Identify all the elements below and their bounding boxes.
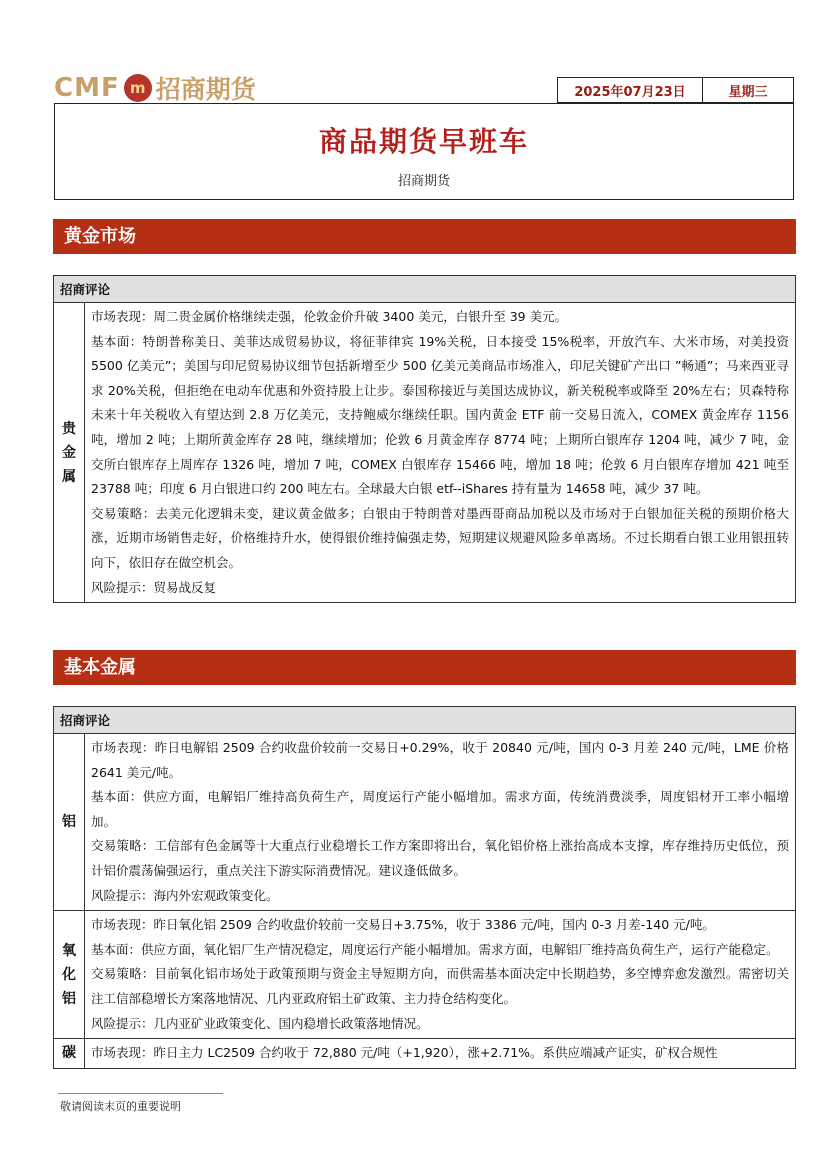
row-body xyxy=(85,303,796,603)
label-char: 氧 xyxy=(62,942,76,959)
label-char: 属 xyxy=(62,468,76,485)
table-row xyxy=(54,911,796,1039)
row-label-precious-metals xyxy=(54,303,85,603)
row-body xyxy=(85,1039,796,1069)
page-subtitle: 招商期货 xyxy=(397,174,450,189)
company-logo xyxy=(54,68,256,108)
row-body xyxy=(85,911,796,1039)
risk-warning-text: 风险提示：贸易战反复 xyxy=(91,579,217,595)
trading-strategy-text: 交易策略：工信部有色金属等十大重点行业稳增长工作方案即将出台，氧化铝价格上涨抬高成本支撑，库存维持历史低位，预计铝价震荡偏强运行，重点关注下游实际消费情况。建议逢低做多。 xyxy=(91,838,789,878)
market-performance-text: 市场表现：昨日主力 LC2509 合约收于 72,880 元/吨（+1,920），涨+2.71%。系供应端减产证实，矿权合规性 xyxy=(91,1045,718,1061)
market-performance-text: 市场表现：周二贵金属价格继续走强，伦敦金价升破 3400 美元，白银升至 39 美元。 xyxy=(91,309,568,324)
label-char: 化 xyxy=(62,966,76,983)
section-bar-base-metals: 基本金属 xyxy=(53,650,796,685)
row-label-aluminum xyxy=(54,734,85,911)
market-performance-text: 市场表现：昨日电解铝 2509 合约收盘价较前一交易日+0.29%，收于 20840 元/吨，国内 0-3 月差 240 元/吨，LME 价格 2641 美元/吨。 xyxy=(91,740,789,780)
label-char: 贵 xyxy=(62,420,76,437)
label-char: 铝 xyxy=(62,814,76,831)
table-row xyxy=(54,1039,796,1069)
table-row xyxy=(54,734,796,911)
title-box xyxy=(54,103,794,200)
risk-warning-text: 风险提示：几内亚矿业政策变化、国内稳增长政策落地情况。 xyxy=(91,1015,429,1031)
report-date: 2025年07月23日 xyxy=(557,77,703,103)
risk-warning-text: 风险提示：海内外宏观政策变化。 xyxy=(91,887,279,903)
fundamentals-text: 基本面：特朗普称美日、美菲达成贸易协议，将征菲律宾 19%关税，日本接受 15%税率，开放汽车、大米市场，对美投资 5500 亿美元”；美国与印尼贸易协议细节包括新增至少 500 亿美元美商品市场准入，印尼关键矿产出口 ”畅通”；马来西亚寻求 20%关税，但拒绝在电动车优惠和外资持股上让步。泰国称接近与美国达成协议，新关税税率或降至 20%左右；贝森特称未来十年关税收入有望达到 2.8 万亿美元，支持鲍威尔继续任职。国内黄金 ETF 前一交易日流入，COMEX 黄金库存 1156 吨，增加 2 吨；上期所黄金库存 28 吨，继续增加；伦敦 6 月黄金库存 8774 吨；上期所白银库存 1204 吨，减少 7 吨，金交所白银库存上周库存 1326 吨，增加 7 吨，COMEX 白银库存 15466 吨，增加 18 吨；伦敦 6 月白银库存增加 421 吨至 23788 吨；印度 6 月白银进口约 200 吨左右。全球最大白银 etf--iShares 持有量为 14658 吨，减少 37 吨。 xyxy=(91,333,789,497)
fundamentals-text: 基本面：供应方面，电解铝厂维持高负荷生产，周度运行产能小幅增加。需求方面，传统消费淡季，周度铝材开工率小幅增加。 xyxy=(91,789,789,829)
label-char: 铝 xyxy=(62,990,76,1007)
table-row xyxy=(54,303,796,603)
report-weekday: 星期三 xyxy=(703,77,794,103)
row-body xyxy=(85,734,796,911)
logo-badge-icon: m xyxy=(124,74,152,102)
label-char: 碳 xyxy=(62,1045,76,1062)
trading-strategy-text: 交易策略：目前氧化铝市场处于政策预期与资金主导短期方向，而供需基本面决定中长期趋势，多空博弈愈发激烈。需密切关注工信部稳增长方案落地情况、几内亚政府铝土矿政策、主力持仓结构变化。 xyxy=(91,966,789,1006)
base-metals-comment-table xyxy=(53,706,796,1069)
label-char: 金 xyxy=(62,444,76,461)
page-title: 商品期货早班车 xyxy=(318,125,529,158)
logo-text-cn: 招商期货 xyxy=(155,75,256,104)
gold-comment-table xyxy=(53,275,796,603)
market-performance-text: 市场表现：昨日氧化铝 2509 合约收盘价较前一交易日+3.75%，收于 3386 元/吨，国内 0-3 月差-140 元/吨。 xyxy=(91,917,715,933)
row-label-alumina xyxy=(54,911,85,1039)
footer-divider xyxy=(58,1093,223,1094)
table-header: 招商评论 xyxy=(54,276,796,303)
row-label-carbonate xyxy=(54,1039,85,1069)
table-header: 招商评论 xyxy=(54,707,796,734)
footer-note: 敬请阅读末页的重要说明 xyxy=(60,1100,181,1113)
logo-text-en: CMF xyxy=(54,73,120,103)
trading-strategy-text: 交易策略：去美元化逻辑未变，建议黄金做多；白银由于特朗普对墨西哥商品加税以及市场对于白银加征关税的预期价格大涨，近期市场销售走好，价格维持升水，使得银价维持偏强走势，短期建议规避风险多单离场。不过长期看白银工业用银扭转向下，依旧存在做空机会。 xyxy=(91,505,789,570)
fundamentals-text: 基本面：供应方面，氧化铝厂生产情况稳定，周度运行产能小幅增加。需求方面，电解铝厂维持高负荷生产，运行产能稳定。 xyxy=(91,941,779,957)
section-bar-gold: 黄金市场 xyxy=(53,219,796,254)
